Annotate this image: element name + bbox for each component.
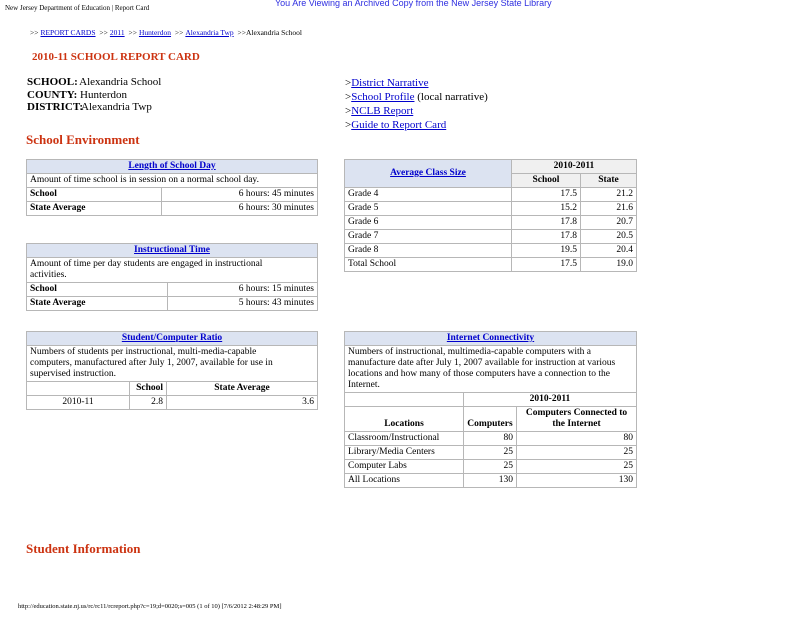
district-narrative-link[interactable]: District Narrative <box>351 77 429 89</box>
internet-col-computers: Computers <box>464 407 517 432</box>
guide-link[interactable]: Guide to Report Card <box>351 119 447 131</box>
class-size-state: 20.7 <box>580 216 636 230</box>
internet-col-blank <box>345 393 464 407</box>
class-size-school: 19.5 <box>512 244 581 258</box>
breadcrumb <box>30 28 304 37</box>
class-size-grade: Grade 7 <box>345 230 512 244</box>
internet-connected: 25 <box>517 446 637 460</box>
class-size-school: 17.5 <box>512 188 581 202</box>
breadcrumb-district[interactable]: Alexandria Twp <box>185 28 234 37</box>
internet-row <box>345 446 637 460</box>
ratio-link[interactable]: Student/Computer Ratio <box>121 333 223 343</box>
breadcrumb-2011[interactable]: 2011 <box>109 28 125 37</box>
internet-col-connected: Computers Connected to the Internet <box>517 407 637 432</box>
section-student-information: Student Information <box>26 541 141 556</box>
school-label: SCHOOL: <box>27 76 78 88</box>
internet-computers: 80 <box>464 432 517 446</box>
class-size-grade: Grade 8 <box>345 244 512 258</box>
length-of-day-description: Amount of time school is in session on a normal school day. <box>27 174 318 188</box>
ratio-header <box>27 332 318 346</box>
class-size-school: 17.8 <box>512 216 581 230</box>
internet-location: Library/Media Centers <box>345 446 464 460</box>
instr-row-value: 6 hours: 15 minutes <box>168 283 318 297</box>
ratio-col-state: State Average <box>167 382 318 396</box>
length-row-label: School <box>27 188 162 202</box>
class-size-grade: Total School <box>345 258 512 272</box>
class-size-col-state: State <box>580 174 636 188</box>
internet-row <box>345 460 637 474</box>
instructional-time-link[interactable]: Instructional Time <box>134 245 210 255</box>
section-school-environment: School Environment <box>26 132 140 147</box>
county-label: COUNTY: <box>27 88 78 101</box>
county-name: Hunterdon <box>80 88 128 101</box>
length-of-day-header <box>27 160 318 174</box>
instructional-time-description-text: Amount of time per day students are engaged in instructional activities. <box>30 259 263 280</box>
class-size-school: 15.2 <box>512 202 581 216</box>
class-size-year: 2010-2011 <box>512 160 637 174</box>
internet-computers: 130 <box>464 474 517 488</box>
school-name: Alexandria School <box>79 76 162 88</box>
class-size-table <box>344 159 637 272</box>
internet-connected: 130 <box>517 474 637 488</box>
ratio-state-value: 3.6 <box>167 396 318 410</box>
ratio-description-text: Numbers of students per instructional, multi-media-capable computers, manufactured after July 1, 2007, available for use in supervised instruction. <box>30 347 273 379</box>
class-size-row <box>345 216 637 230</box>
class-size-state: 21.2 <box>580 188 636 202</box>
report-links: >District Narrative >School Profile (local narrative) >NCLB Report >Guide to Report Card <box>345 77 488 131</box>
internet-connected: 80 <box>517 432 637 446</box>
school-profile-link[interactable]: School Profile <box>351 91 415 103</box>
internet-connected: 25 <box>517 460 637 474</box>
internet-description: Numbers of instructional, multimedia-capable computers with a manufacture date after July 1, 2007 available for instruction at various locations and how many of those computers have a connection to the Internet. <box>345 346 637 393</box>
internet-link[interactable]: Internet Connectivity <box>446 333 535 343</box>
ratio-col-blank <box>27 382 130 396</box>
class-size-link[interactable]: Average Class Size <box>390 168 466 178</box>
breadcrumb-hunterdon[interactable]: Hunterdon <box>138 28 172 37</box>
breadcrumb-report-cards[interactable]: REPORT CARDS <box>40 28 96 37</box>
internet-header <box>345 332 637 346</box>
instructional-time-table <box>26 243 318 311</box>
ratio-year: 2010-11 <box>27 396 130 410</box>
class-size-school: 17.5 <box>512 258 581 272</box>
page-footer-url: http://education.state.nj.us/rc/rc11/rcreport.php?c=19;d=0020;s=005 (1 of 10) [7/6/2012 2:48:29 PM] <box>18 603 282 610</box>
internet-location: Computer Labs <box>345 460 464 474</box>
length-of-day-table <box>26 159 318 216</box>
instr-row-label: School <box>27 283 168 297</box>
instr-row-value: 5 hours: 43 minutes <box>168 297 318 311</box>
length-of-day-link[interactable]: Length of School Day <box>128 161 216 171</box>
class-size-state: 19.0 <box>580 258 636 272</box>
internet-computers: 25 <box>464 446 517 460</box>
breadcrumb-sep: >> <box>128 28 137 37</box>
length-row-value: 6 hours: 45 minutes <box>162 188 318 202</box>
internet-col-locations: Locations <box>345 407 464 432</box>
class-size-state: 21.6 <box>580 202 636 216</box>
breadcrumb-sep: >> <box>99 28 108 37</box>
internet-location: Classroom/Instructional <box>345 432 464 446</box>
instr-row-label: State Average <box>27 297 168 311</box>
length-row-label: State Average <box>27 202 162 216</box>
nclb-report-link[interactable]: NCLB Report <box>351 105 414 117</box>
internet-year: 2010-2011 <box>464 393 637 407</box>
internet-row <box>345 432 637 446</box>
page-title: 2010-11 SCHOOL REPORT CARD <box>32 51 200 63</box>
page-header-text: New Jersey Department of Education | Report Card <box>5 4 150 12</box>
class-size-row <box>345 244 637 258</box>
archive-notice: You Are Viewing an Archived Copy from the New Jersey State Library <box>275 0 552 8</box>
class-size-row <box>345 202 637 216</box>
district-name: Alexandria Twp <box>81 101 152 113</box>
class-size-row <box>345 188 637 202</box>
length-row-value: 6 hours: 30 minutes <box>162 202 318 216</box>
class-size-grade: Grade 4 <box>345 188 512 202</box>
class-size-school: 17.8 <box>512 230 581 244</box>
school-profile-suffix: (local narrative) <box>417 91 488 103</box>
internet-location: All Locations <box>345 474 464 488</box>
class-size-col-school: School <box>512 174 581 188</box>
ratio-col-school: School <box>130 382 167 396</box>
class-size-row <box>345 258 637 272</box>
district-label: DISTRICT: <box>27 101 84 113</box>
internet-connectivity-table <box>344 331 637 488</box>
student-computer-ratio-table <box>26 331 318 410</box>
breadcrumb-sep: >> <box>174 28 184 37</box>
ratio-school-value: 2.8 <box>130 396 167 410</box>
breadcrumb-sep: >> <box>30 28 39 37</box>
breadcrumb-current: >>Alexandria School <box>237 28 303 37</box>
class-size-grade: Grade 6 <box>345 216 512 230</box>
ratio-description <box>27 346 318 382</box>
class-size-grade: Grade 5 <box>345 202 512 216</box>
instructional-time-header <box>27 244 318 258</box>
class-size-row <box>345 230 637 244</box>
instructional-time-description <box>27 258 318 283</box>
school-info <box>27 76 161 114</box>
class-size-header <box>345 160 512 188</box>
internet-row <box>345 474 637 488</box>
internet-computers: 25 <box>464 460 517 474</box>
class-size-state: 20.5 <box>580 230 636 244</box>
class-size-state: 20.4 <box>580 244 636 258</box>
